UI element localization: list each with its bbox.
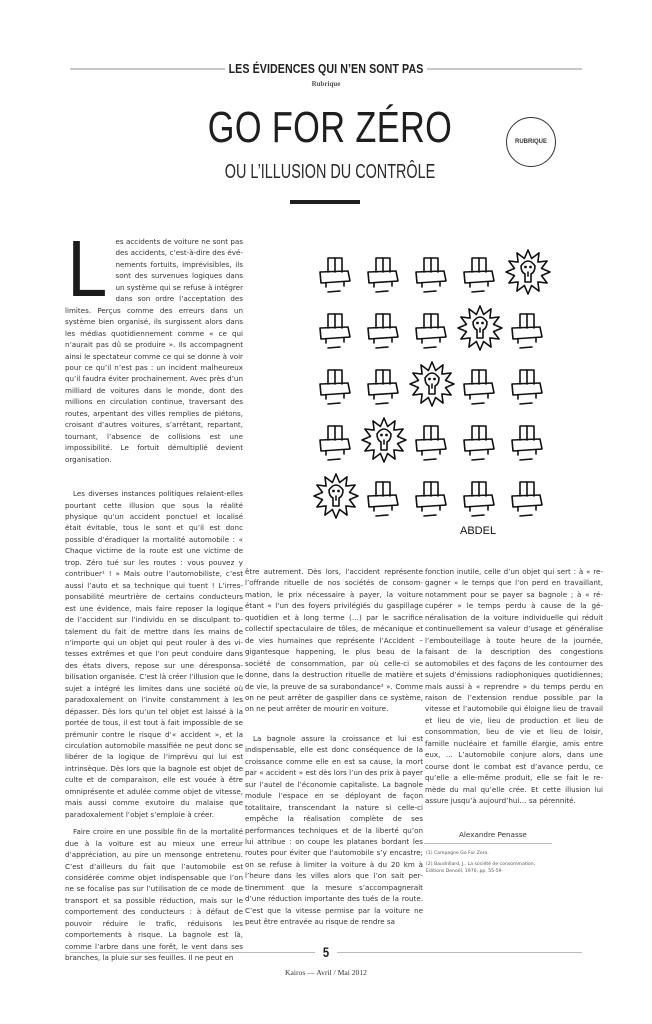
- car-icon: [464, 370, 494, 404]
- rubrique-badge: [506, 117, 556, 167]
- car-icon: [368, 314, 398, 348]
- paragraph: Les diverses instances politiques relaient-elles pourtant cette illusion que sous la réalité physique qu’un accident ponctuel et localisé était évitable, tous le sont et qu’il est donc possible d’éradiquer la mortalité automobile : « Chaque victime de la route est une victime de trop. Zéro tué sur les routes : vous pouvez y contribuer¹ ! » Mais outre l’automobiliste, c’est aussi l’auto et sa technique qui tuent ! L’irresponsabilité meurtrière de certains conducteurs est une évidence, mais faire reposer la logique de l’accident sur l’individu en se disculpant totalement du fait de mettre dans les mains de n’importe qui un objet qui peut rouler à des vitesses extrêmes et que l’on peut conduire dans des états divers, repose sur une déresponsabilisation organisée. C’est là créer l’illusion que le sujet a intégré les limites dans une société où paradoxalement on l’invite constamment à les dépasser. Dès lors qu’un tel objet est laissé à la portée de tous, il est tout à fait impossible de se prémunir contre le risque d’« accident », et la circulation automobile massifiée ne peut donc se libérer de la logique de l’imprévu qui lui est intrinsèque. Dès lors que la bagnole est objet de culte et de comparaison, elle est vouée à être omniprésente et adulée comme objet de vitesse, mais aussi comme exutoire du malaise que paradoxalement l’objet s’emploie à créer.: [65, 489, 243, 819]
- illustrator-signature: ABDEL: [460, 525, 497, 537]
- car-icon: [464, 426, 494, 460]
- footnotes-rule: [424, 843, 552, 844]
- car-icon: [320, 314, 350, 348]
- article-subtitle: OU L’ILLUSION DU CONTRÔLE: [224, 161, 436, 183]
- car-icon: [416, 258, 446, 292]
- publication-info: Kairos — Avril / Mai 2012: [285, 968, 367, 977]
- footnote-2: (2) Baudrillard, J., La société de consommation, Editions Denoël, 1970, pp. 55-59: [426, 862, 536, 874]
- car-icon: [368, 258, 398, 292]
- page-number: 5: [322, 944, 330, 960]
- rubrique-badge-label: RUBRIQUE: [514, 139, 547, 145]
- car-icon: [512, 370, 542, 404]
- car-icon: [368, 482, 398, 516]
- article-column-1: [65, 224, 243, 964]
- skull-burst-icon: [458, 306, 502, 350]
- car-icon: [320, 258, 350, 292]
- footnote-1: (1) Campagne Go For Zero.: [426, 851, 489, 856]
- rubric-subtitle: Rubrique: [311, 80, 341, 88]
- drop-cap: L: [67, 224, 108, 313]
- rubric-title: LES ÉVIDENCES QUI N’EN SONT PAS: [228, 61, 424, 76]
- car-icon: [416, 314, 446, 348]
- skull-burst-icon: [362, 418, 406, 462]
- car-icon: [368, 370, 398, 404]
- car-icon: [416, 482, 446, 516]
- paragraph: L es accidents de voiture ne sont pas des accidents, c’est-à-dire des événements fortuits, imprévisibles, ils sont des survenues logiques dans un système qui se refuse à intégrer dans son ordre l’acceptation des limites. Perçus comme des erreurs dans un système bien organisé, ils surgissent alors dans les médias quotidiennement comme « ce qui n’aurait pas dû se produire ». Ils accompagnent ainsi le spectateur comme ce qui se donne à voir pour ce qu’il n’est pas : un incident malheureux qu’il faudra éviter prochainement. Avec près d’un milliard de voitures dans le monde, dont des millions en circulation continue, traversant des routes, arpentant des villes remplies de piétons, croisant d’autres voitures, s’arrêtant, repartant, tournant, l’absence de collisions est une impossibilité. Le fortuit démultiplié devient organisation.: [65, 224, 243, 464]
- skull-burst-icon: [314, 474, 358, 518]
- car-icon: [512, 314, 542, 348]
- article-column-2: [245, 566, 423, 928]
- article-column-3: [425, 566, 603, 840]
- car-icon: [320, 426, 350, 460]
- paragraph: Faire croire en une possible fin de la mortalité due à la voiture est au mieux une erreur d’appréciation, au pire un mensonge entretenu. C’est d’ailleurs du fait que l’automobile est considérée comme objet indispensable que l’on ne se focalise pas sur l’utilisation de ce mode de transport et sa possible réduction, mais sur le comportement des conducteurs : à défaut de pouvoir réduire le trafic, réduisons les comportements à risque. La bagnole est là, comme l’arbre dans une forêt, le vent dans ses branches, la pluie sur ses feuilles. Il ne peut en: [65, 827, 243, 963]
- title-underline: [290, 200, 360, 204]
- paragraph: La bagnole assure la croissance et lui est indispensable, elle est donc conséquence de la croissance comme elle en est sa cause, la mort par « accident » est dès lors l’un des prix à payer sur l’autel de l’économie capitaliste. La bagnole module l’espace en se déployant de façon totalitaire, transcendant la nature si celle-ci empêche la réalisation complète de ses performances techniques et de la liberté qu’on lui attribue : on coupe les platanes bordant les routes pour éviter que l’automobile s’y encastre; on se refuse à limiter la voiture à du 20 km à l’heure dans les villes alors que l’on sait pertinemment que la mesure s’accompagnerait d’une réduction importante des tués de la route. C’est que la vitesse permise par la voiture ne peut être entravée au risque de rendre sa: [245, 733, 423, 927]
- car-icon: [512, 426, 542, 460]
- car-icon: [464, 482, 494, 516]
- car-icon: [320, 370, 350, 404]
- skull-burst-icon: [506, 250, 550, 294]
- car-icon: [416, 426, 446, 460]
- author-signature: Alexandre Penasse: [459, 829, 527, 839]
- car-icon: [512, 482, 542, 516]
- paragraph: fonction inutile, celle d’un objet qui sert : à « regagner » le temps que l’on perd en travaillant, notamment pour se payer sa bagnole ; à « récupérer » le temps perdu à cause de la généralisation de la voiture individuelle qui réduit continuellement sa valeur d’usage et généralise l’embouteillage à toute heure de la journée, faisant de la description des congestions automobiles et des façons de les contourner des sujets d’émissions radiophoniques quotidiennes; mais aussi à « reprendre » du temps perdu en raison de l’extension rendue possible par la vitesse et l’automobile qui éloigne lieu de travail et lieu de vie, lieu de production et lieu de consommation, lieu de vie et lieu de loisir, famille nucléaire et famille élargie, amis entre eux, … L’automobile conjure alors, dans une course dont le combat est d’avance perdu, ce qu’elle a elle-même produit, elle se fait le remède du mal qu’elle crée. Et cette illusion lui assure jusqu’à aujourd’hui… sa pérennité.: [425, 567, 603, 806]
- car-icon: [464, 258, 494, 292]
- illustration-cars-skulls: [310, 240, 560, 540]
- article-title: GO FOR ZÉRO: [207, 103, 453, 152]
- skull-burst-icon: [410, 362, 454, 406]
- paragraph: être autrement. Dès lors, l’accident représente l’offrande rituelle de nos sociétés de consommation, le prix nécessaire à payer, la voiture étant « l’un des foyers privilégiés du gaspillage quotidien et à long terme (…) par le sacrifice collectif spectaculaire de tôles, de mécanique et de vies humaines que représente l’Accident – gigantesque happening, le plus beau de la société de consommation, par où celle-ci se donne, dans la destruction rituelle de matière et de vie, la preuve de sa surabondance² ». Comme on ne peut arrêter de gaspiller dans ce système, on ne peut arrêter de mourir en voiture.: [245, 567, 423, 714]
